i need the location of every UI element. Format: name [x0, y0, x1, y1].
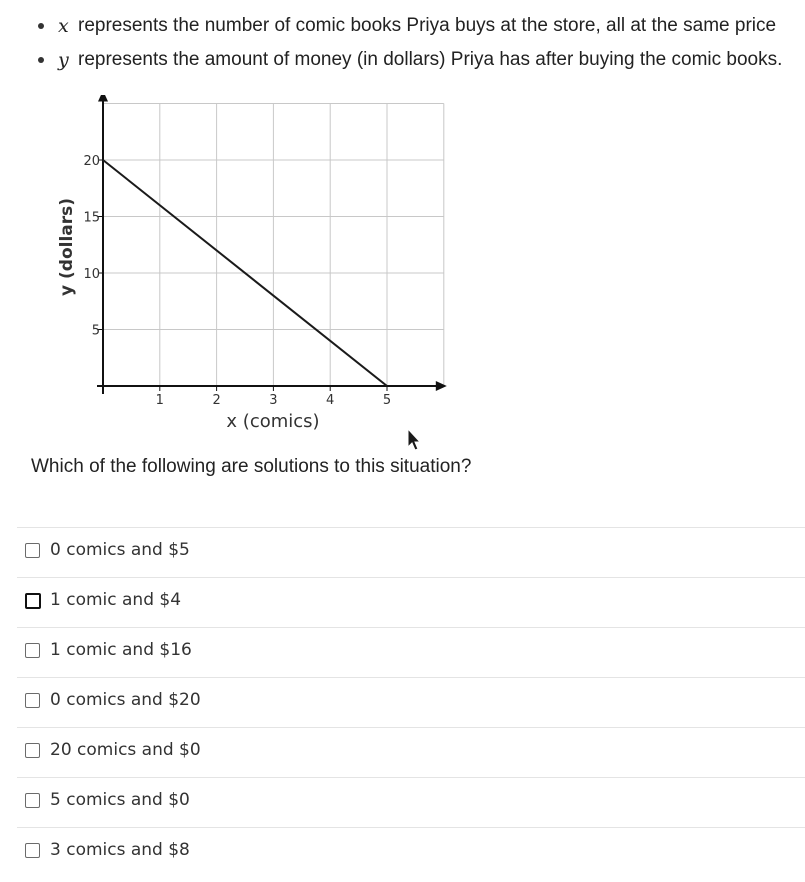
y-axis-label: y (dollars) — [57, 197, 77, 297]
grid-lines — [103, 104, 444, 387]
x-tick-label: 4 — [326, 393, 335, 408]
variable-symbol: y — [58, 49, 69, 71]
option-row[interactable] — [17, 827, 805, 877]
option-label: 20 comics and $0 — [50, 740, 201, 760]
y-tick-label: 10 — [83, 267, 100, 282]
option-label: 0 comics and $5 — [50, 540, 190, 560]
x-tick-label: 3 — [269, 393, 278, 408]
checkbox[interactable] — [25, 793, 40, 808]
checkbox[interactable] — [25, 693, 40, 708]
bullet-dot — [38, 23, 44, 29]
option-row[interactable] — [17, 677, 805, 727]
option-row[interactable] — [17, 727, 805, 777]
option-row[interactable] — [17, 577, 805, 627]
mouse-pointer-icon — [406, 428, 422, 452]
checkbox[interactable] — [25, 593, 41, 609]
question-text: Which of the following are solutions to this situation? — [31, 456, 472, 477]
x-tick-label: 5 — [382, 393, 392, 408]
answer-options — [17, 527, 805, 877]
y-tick-label: 15 — [83, 210, 100, 226]
x-axis-label: x (comics) — [226, 411, 320, 432]
checkbox[interactable] — [25, 743, 40, 758]
option-label: 1 comic and $4 — [50, 590, 182, 610]
x-axis-arrow-icon — [436, 381, 447, 391]
bullet-dot — [38, 57, 44, 63]
checkbox[interactable] — [25, 543, 40, 558]
axes — [97, 95, 447, 394]
y-tick-label: 5 — [91, 323, 100, 339]
checkbox[interactable] — [25, 843, 40, 858]
option-label: 3 comics and $8 — [50, 840, 190, 860]
bullet-text: represents the number of comic books Priya buys at the store, all at the same price — [78, 15, 777, 36]
line-graph — [50, 95, 470, 440]
x-tick-label: 2 — [212, 393, 221, 408]
variable-symbol: x — [58, 15, 69, 37]
option-label: 1 comic and $16 — [50, 640, 192, 660]
option-row[interactable] — [17, 777, 805, 827]
x-tick-label: 1 — [155, 393, 164, 408]
bullet-text: represents the amount of money (in dollars) Priya has after buying the comic books. — [78, 49, 783, 70]
checkbox[interactable] — [25, 643, 40, 658]
option-label: 5 comics and $0 — [50, 790, 190, 810]
option-label: 0 comics and $20 — [50, 690, 201, 710]
option-row[interactable] — [17, 627, 805, 677]
y-axis-arrow-icon — [98, 95, 108, 102]
tick-labels — [83, 154, 391, 408]
y-tick-label: 20 — [83, 154, 100, 169]
option-row[interactable] — [17, 527, 805, 577]
